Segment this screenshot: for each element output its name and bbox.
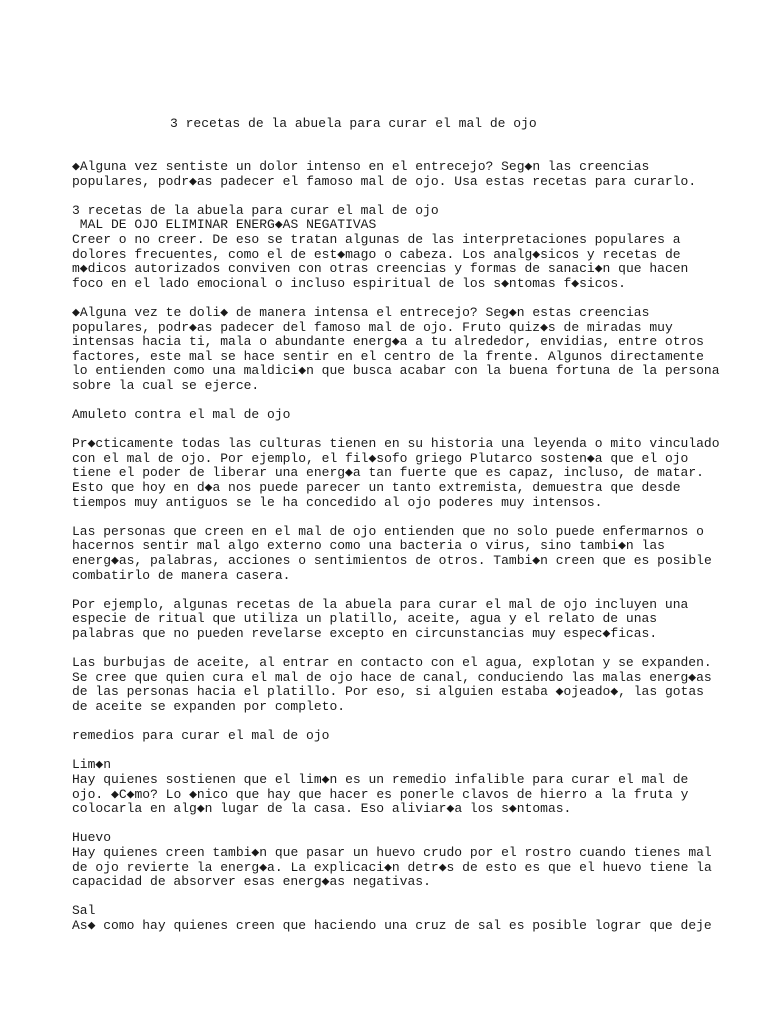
paragraph-gap [72, 291, 752, 306]
text-line: tiene el poder de liberar una energ◆a tan fuerte que es capaz, incluso, de matar. [72, 465, 704, 481]
text-line: Esto que hoy en d◆a nos puede parecer un tanto extremista, demuestra que desde [72, 480, 681, 496]
text-line: hacernos sentir mal algo externo como una bacteria o virus, sino tambi◆n las [72, 538, 665, 554]
paragraph-gap [72, 817, 752, 832]
text-line: 3 recetas de la abuela para curar el mal de ojo [72, 202, 439, 218]
text-line: Amuleto contra el mal de ojo [72, 407, 291, 423]
paragraph [72, 729, 752, 744]
text-line: Se cree que quien cura el mal de ojo hace de canal, conduciendo las malas energ◆as [72, 669, 712, 685]
text-line: As◆ como hay quienes creen que haciendo una cruz de sal es posible lograr que deje [72, 917, 712, 933]
paragraph [72, 656, 752, 714]
text-line: intensas hacia ti, mala o abundante energ◆a a tu alrededor, envidias, entre otros [72, 334, 704, 350]
text-line: Las personas que creen en el mal de ojo entienden que no solo puede enfermarnos o [72, 523, 704, 539]
text-line: de ojo revierte la energ◆a. La explicaci◆n detr◆s de esto es que el huevo tiene la [72, 859, 712, 875]
document-title: 3 recetas de la abuela para curar el mal de ojo [170, 116, 537, 131]
text-line: Creer o no creer. De eso se tratan algunas de las interpretaciones populares a [72, 231, 681, 247]
text-line: remedios para curar el mal de ojo [72, 728, 330, 744]
paragraph-gap [72, 394, 752, 409]
text-line: MAL DE OJO ELIMINAR ENERG◆AS NEGATIVAS [72, 217, 377, 233]
text-line: Hay quienes sostienen que el lim◆n es un remedio infalible para curar el mal de [72, 771, 689, 787]
paragraph-gap [72, 510, 752, 525]
paragraph-gap [72, 744, 752, 759]
text-line: populares, podr◆as padecer del famoso mal de ojo. Fruto quiz◆s de miradas muy [72, 319, 673, 335]
paragraph [72, 408, 752, 423]
text-line: Lim◆n [72, 757, 112, 773]
text-line: tiempos muy antiguos se le ha concedido al ojo poderes muy intensos. [72, 494, 603, 510]
text-line: ◆Alguna vez te doli◆ de manera intensa el entrecejo? Seg◆n estas creencias [72, 304, 650, 320]
text-line: Pr◆cticamente todas las culturas tienen en su historia una leyenda o mito vinculado [72, 436, 720, 452]
text-line: ◆Alguna vez sentiste un dolor intenso en el entrecejo? Seg◆n las creencias [72, 159, 650, 174]
text-line: con el mal de ojo. Por ejemplo, el fil◆sofo griego Plutarco sosten◆a que el ojo [72, 450, 689, 466]
text-line: sobre la cual se ejerce. [72, 377, 260, 393]
paragraph-gap [72, 423, 752, 438]
paragraph [72, 758, 752, 816]
text-line: ojo. ◆C◆mo? Lo ◆nico que hay que hacer es ponerle clavos de hierro a la fruta y [72, 786, 689, 802]
paragraph-gap [72, 715, 752, 730]
text-line: energ◆as, palabras, acciones o sentimientos de otros. Tambi◆n creen que es posible [72, 553, 712, 569]
text-line: dolores frecuentes, como el de est◆mago o cabeza. Los analg◆sicos y recetas de [72, 246, 681, 262]
paragraph [72, 437, 752, 510]
paragraph [72, 204, 752, 292]
paragraph-gap [72, 189, 752, 204]
paragraph [72, 831, 752, 889]
text-line: factores, este mal se hace sentir en el centro de la frente. Algunos directamente [72, 348, 704, 364]
text-line: lo entienden como una maldici◆n que busca acabar con la buena fortuna de la persona [72, 363, 720, 379]
paragraph [72, 598, 752, 642]
text-line: Hay quienes creen tambi◆n que pasar un huevo crudo por el rostro cuando tienes mal [72, 844, 712, 860]
paragraph-gap [72, 642, 752, 657]
paragraph-gap [72, 890, 752, 905]
paragraph-gap [72, 583, 752, 598]
text-line: Por ejemplo, algunas recetas de la abuela para curar el mal de ojo incluyen una [72, 596, 689, 612]
text-line: especie de ritual que utiliza un platillo, aceite, agua y el relato de unas [72, 611, 658, 627]
text-line: combatirlo de manera casera. [72, 567, 291, 583]
text-line: foco en el lado emocional o incluso espiritual de los s◆ntomas f◆sicos. [72, 275, 626, 291]
text-line: populares, podr◆as padecer el famoso mal de ojo. Usa estas recetas para curarlo. [72, 173, 697, 189]
text-line: palabras que no pueden revelarse excepto en circunstancias muy espec◆ficas. [72, 626, 658, 641]
text-line: de aceite se expanden por completo. [72, 698, 346, 714]
text-line: Sal [72, 903, 96, 919]
text-line: m◆dicos autorizados conviven con otras creencias y formas de sanaci◆n que hacen [72, 261, 689, 277]
document-body [72, 160, 752, 933]
paragraph [72, 160, 752, 189]
text-line: capacidad de absorver esas energ◆as negativas. [72, 874, 431, 890]
paragraph [72, 306, 752, 394]
paragraph [72, 904, 752, 933]
text-line: Las burbujas de aceite, al entrar en contacto con el agua, explotan y se expanden. [72, 655, 712, 671]
text-line: de las personas hacia el platillo. Por eso, si alguien estaba ◆ojeado◆, las gotas [72, 684, 704, 700]
text-line: Huevo [72, 830, 112, 846]
paragraph [72, 525, 752, 583]
text-line: colocarla en alg◆n lugar de la casa. Eso aliviar◆a los s◆ntomas. [72, 801, 572, 817]
